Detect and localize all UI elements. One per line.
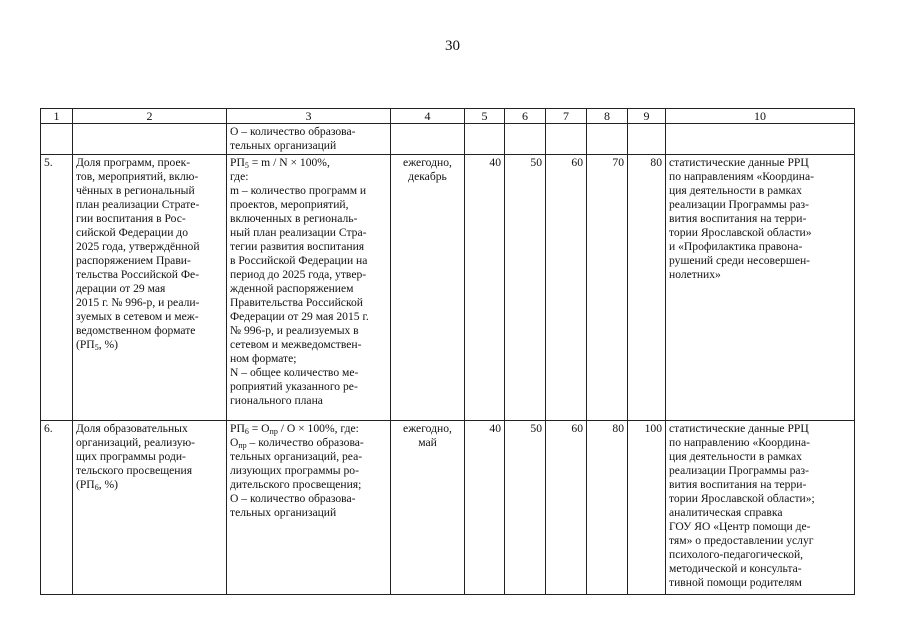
formula-line: Федерации от 29 мая 2015 г. — [230, 310, 369, 323]
indicator-name-line: распоряжением Прави- — [76, 254, 191, 267]
formula-line: где: — [230, 170, 249, 183]
value-cell: 60 — [546, 421, 587, 595]
value-cell: 50 — [505, 421, 546, 595]
source-line: вития воспитания на терри- — [669, 478, 807, 491]
source-line: и «Профилактика правона- — [669, 240, 803, 253]
source-line: реализации Программы раз- — [669, 464, 809, 477]
formula-line: тельных организаций, реа- — [230, 450, 363, 463]
periodicity-line: май — [418, 436, 437, 449]
column-header-10: 10 — [666, 109, 855, 124]
source-line: методической и консульта- — [669, 562, 802, 575]
source-line: психолого-педагогической, — [669, 548, 804, 561]
formula-line: тельных организаций — [230, 139, 337, 152]
formula-line: в Российской Федерации на — [230, 254, 368, 267]
indicator-name-line: 2015 г. № 996-р, и реали- — [76, 296, 200, 309]
indicator-name-line: Доля образовательных — [76, 422, 188, 435]
source-line: ция деятельности в рамках — [669, 450, 802, 463]
periodicity-line: ежегодно, — [403, 156, 452, 169]
source-line: вития воспитания на терри- — [669, 212, 807, 225]
indicator-name-line: организаций, реализую- — [76, 436, 196, 449]
page-number: 30 — [445, 38, 460, 54]
formula-line: тельных организаций — [230, 506, 337, 519]
table-row — [41, 421, 855, 595]
source-line: аналитическая справка — [669, 506, 783, 519]
indicator-name-line: тельского просвещения — [76, 464, 193, 477]
column-header-6: 6 — [505, 109, 546, 124]
value-cell: 60 — [546, 155, 587, 421]
column-header-3: 3 — [227, 109, 391, 124]
continuation-formula-cell — [227, 124, 391, 155]
formula-line: $О_{пр}$ – количество образова- — [230, 436, 364, 450]
value-cell: 80 — [628, 155, 666, 421]
source-line: тям» о предоставлении услуг — [669, 534, 814, 547]
indicator-name-line: дерации от 29 мая — [76, 282, 166, 295]
formula-line: включенных в региональ- — [230, 212, 358, 225]
value-cell: 40 — [465, 421, 505, 595]
indicator-name-line: ведомственном формате — [76, 324, 196, 337]
source-line: рушений среди несовершен- — [669, 254, 811, 267]
indicator-name-line: тельства Российской Фе- — [76, 268, 200, 281]
source-line: тивной помощи родителям — [669, 576, 802, 589]
periodicity-cell — [391, 421, 465, 595]
formula-definition: $РП_5 = m / N \times 100\%$, — [230, 156, 330, 170]
formula-definition: $РП_6 = О_{пр} / О \times 100\%$, где: — [230, 422, 359, 436]
continuation-row — [41, 124, 855, 155]
column-header-8: 8 — [587, 109, 628, 124]
indicator-name-line: тов, мероприятий, вклю- — [76, 170, 199, 183]
indicator-abbr: ($РП_6$, %) — [76, 478, 119, 492]
source-cell — [666, 155, 855, 421]
formula-line: m – количество программ и — [230, 184, 367, 197]
value-cell: 70 — [587, 155, 628, 421]
formula-line: тегии развития воспитания — [230, 240, 365, 253]
indicator-name-line: щих программы роди- — [76, 450, 186, 463]
formula-line: О – количество образова- — [230, 492, 356, 505]
indicator-name-line: план реализации Страте- — [76, 198, 200, 211]
formula-line: сетевом и межведомствен- — [230, 338, 362, 351]
indicator-name-line: гии воспитания в Рос- — [76, 212, 186, 225]
periodicity-line: декабрь — [408, 170, 447, 183]
indicator-name-line: сийской Федерации до — [76, 226, 188, 239]
formula-line: дительского просвещения; — [230, 478, 362, 491]
formula-line: жденной распоряжением — [230, 282, 354, 295]
formula-line: период до 2025 года, утвер- — [230, 268, 367, 281]
source-line: статистические данные РРЦ — [669, 156, 809, 169]
value-cell: 80 — [587, 421, 628, 595]
formula-line: N – общее количество ме- — [230, 366, 359, 379]
source-line: по направлению «Координа- — [669, 436, 810, 449]
source-cell — [666, 421, 855, 595]
source-line: ция деятельности в рамках — [669, 184, 802, 197]
source-line: ГОУ ЯО «Центр помощи де- — [669, 520, 811, 533]
indicator-name-line: зуемых в сетевом и меж- — [76, 310, 199, 323]
row-number: 6. — [41, 421, 73, 595]
value-cell: 50 — [505, 155, 546, 421]
formula-line: гионального плана — [230, 394, 323, 407]
formula-line: ном формате; — [230, 352, 297, 365]
source-line: по направлениям «Координа- — [669, 170, 814, 183]
column-header-7: 7 — [546, 109, 587, 124]
periodicity-line: ежегодно, — [403, 422, 452, 435]
formula-line: Правительства Российской — [230, 296, 363, 309]
source-line: нолетних» — [669, 268, 721, 281]
table-row — [41, 155, 855, 421]
indicator-name-line: 2025 года, утверждённой — [76, 240, 200, 253]
column-header-2: 2 — [73, 109, 227, 124]
periodicity-cell — [391, 155, 465, 421]
formula-line: ный план реализации Стра- — [230, 226, 367, 239]
formula-cell — [227, 155, 391, 421]
indicator-name-line: чённых в региональный — [76, 184, 195, 197]
formula-line: проектов, мероприятий, — [230, 198, 349, 211]
formula-line: роприятий указанного ре- — [230, 380, 358, 393]
source-line: тории Ярославской области» — [669, 226, 812, 239]
column-header-4: 4 — [391, 109, 465, 124]
column-header-1: 1 — [41, 109, 73, 124]
formula-line: О – количество образова- — [230, 125, 356, 138]
value-cell: 40 — [465, 155, 505, 421]
row-number: 5. — [41, 155, 73, 421]
indicator-name-line: Доля программ, проек- — [76, 156, 191, 169]
column-number-row — [41, 109, 855, 124]
source-line: статистические данные РРЦ — [669, 422, 809, 435]
indicators-table — [40, 108, 855, 595]
indicator-name-cell — [73, 155, 227, 421]
formula-line: № 996-р, и реализуемых в — [230, 324, 359, 337]
column-header-9: 9 — [628, 109, 666, 124]
source-line: реализации Программы раз- — [669, 198, 809, 211]
indicator-abbr: ($РП_5$, %) — [76, 338, 119, 352]
value-cell: 100 — [628, 421, 666, 595]
formula-cell — [227, 421, 391, 595]
formula-line: лизующих программы ро- — [230, 464, 359, 477]
column-header-5: 5 — [465, 109, 505, 124]
indicator-name-cell — [73, 421, 227, 595]
source-line: тории Ярославской области»; — [669, 492, 815, 505]
